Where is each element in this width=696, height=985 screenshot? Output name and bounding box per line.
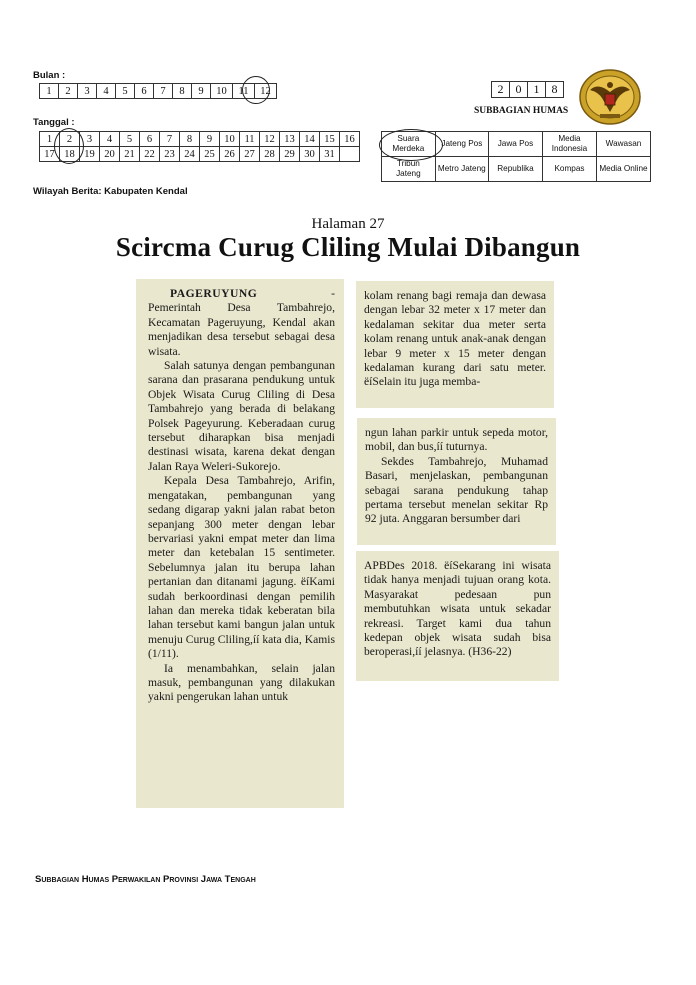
date-cell: 17 [40, 147, 60, 162]
date-cell: 12 [260, 132, 280, 147]
bulan-label: Bulan : [33, 70, 66, 81]
article-paragraph: ngun lahan parkir untuk sepeda motor, mobil, dan bus,íí tuturnya. [365, 426, 548, 454]
wilayah-berita: Wilayah Berita: Kabupaten Kendal [33, 186, 188, 197]
month-cell: 12 [255, 84, 277, 99]
date-cell: 2 [60, 132, 80, 147]
month-cell: 6 [135, 84, 154, 99]
date-cell: 16 [340, 132, 360, 147]
month-cell: 5 [116, 84, 135, 99]
media-cell: Kompas [542, 157, 596, 182]
article-paragraph: Pemerintah Desa Tambahrejo, Kecamatan Pageruyung, Kendal akan menjadikan desa tersebut sebagai desa wisata. [148, 301, 335, 358]
year-digit-cell: 0 [510, 82, 528, 98]
clipping-column-2a [356, 281, 554, 408]
month-selection-circle [242, 76, 270, 104]
date-cell: 27 [240, 147, 260, 162]
date-cell: 18 [60, 147, 80, 162]
page-number: Halaman 27 [311, 216, 385, 232]
date-cell: 25 [200, 147, 220, 162]
date-cell [340, 147, 360, 162]
date-cell: 31 [320, 147, 340, 162]
dateline-dash: - [331, 287, 335, 300]
date-cell: 23 [160, 147, 180, 162]
media-cell: Wawasan [596, 132, 650, 157]
date-cell: 7 [160, 132, 180, 147]
month-cell: 9 [192, 84, 211, 99]
garuda-emblem-icon [578, 68, 642, 126]
media-cell: Media Indonesia [542, 132, 596, 157]
month-cell: 10 [211, 84, 233, 99]
date-cell: 19 [80, 147, 100, 162]
media-cell: Metro Jateng [435, 157, 488, 182]
year-digit-cell: 2 [492, 82, 510, 98]
year-digit-cell: 1 [528, 82, 546, 98]
media-cell: Jateng Pos [435, 132, 488, 157]
article-paragraph: kolam renang bagi remaja dan dewasa dengan lebar 32 meter x 17 meter dan kedalaman sekitar dua meter serta kolam renang untuk anak-anak dengan lebar 9 meter x 15 meter dengan kedalaman kurang dari satu meter. ëíSelain itu juga memba- [364, 289, 546, 389]
date-cell: 5 [120, 132, 140, 147]
date-selection-circle [54, 128, 84, 164]
date-cell: 10 [220, 132, 240, 147]
dateline-kicker: PAGERUYUNG [170, 287, 258, 300]
article-paragraph: Sekdes Tambahrejo, Muhamad Basari, menjelaskan, pembangunan sebagai sarana pendukung tahap pertama tersebut menelan sekitar Rp 92 juta. Anggaran bersumber dari [365, 454, 548, 526]
date-cell: 6 [140, 132, 160, 147]
media-cell: Republika [488, 157, 542, 182]
media-cell: Jawa Pos [488, 132, 542, 157]
month-cell: 7 [154, 84, 173, 99]
date-cell: 13 [280, 132, 300, 147]
month-cell: 8 [173, 84, 192, 99]
clipping-column-1 [136, 279, 344, 808]
month-cell: 11 [233, 84, 255, 99]
date-cell: 9 [200, 132, 220, 147]
date-cell: 4 [100, 132, 120, 147]
date-cell: 30 [300, 147, 320, 162]
date-cell: 26 [220, 147, 240, 162]
article-paragraph: Ia menambahkan, selain jalan masuk, pembangunan yang dilakukan yakni pengerukan lahan untuk [148, 661, 335, 704]
date-cell: 22 [140, 147, 160, 162]
article-title: Scircma Curug Cliling Mulai Dibangun [115, 232, 581, 262]
month-cell: 3 [78, 84, 97, 99]
date-grid [39, 131, 360, 162]
date-cell: 21 [120, 147, 140, 162]
date-cell: 1 [40, 132, 60, 147]
month-cell: 1 [40, 84, 59, 99]
clipping-column-2c [356, 551, 559, 681]
article-paragraph: Salah satunya dengan pembangunan sarana dan prasarana pendukung untuk Objek Wisata Curug Cliling di Desa Tambahrejo yang berada di belakang Polsek Pageyurung. Keberadaan curug tersebut diharapkan bisa menjadi destinasi wisata, karena dekat dengan Jalan Raya Weleri-Sukorejo. [148, 359, 335, 473]
media-cell: Media Online [596, 157, 650, 182]
date-cell: 29 [280, 147, 300, 162]
month-cell: 2 [59, 84, 78, 99]
clipping-column-2b [357, 418, 556, 545]
year-digit-cell: 8 [546, 82, 564, 98]
article-paragraph: Kepala Desa Tambahrejo, Arifin, mengatakan, pembangunan yang sedang digarap yakni jalan rabat beton sepanjang 300 meter dengan lebar bervariasi yakni empat meter dan lima meter dan ketebalan 15 sentimeter. Sebelumnya jalan itu berupa lahan pertanian dan ditanami jagung. ëíKami sudah berkoordinasi dengan pemilih lahan dan mereka tidak keberatan bila lahan tersebut kami bangun jalan untuk menuju Curug Cliling,íí kata dia, Kamis (1/11). [148, 474, 335, 661]
article-paragraph: APBDes 2018. ëíSekarang ini wisata tidak hanya menjadi tujuan orang kota. Masyarakat pedesaan pun membutuhkan wisata untuk sekadar rekreasi. Target kami dua tahun kedepan objek wisata sudah bisa beroperasi,íí jelasnya. (H36-22) [364, 559, 551, 659]
month-cell: 4 [97, 84, 116, 99]
year-grid [491, 81, 564, 98]
media-cell: Tribun Jateng [382, 157, 436, 182]
subbagian-humas-label: SUBBAGIAN HUMAS [474, 106, 569, 116]
date-cell: 28 [260, 147, 280, 162]
date-cell: 20 [100, 147, 120, 162]
media-cell: Suara Merdeka [382, 132, 436, 157]
date-cell: 3 [80, 132, 100, 147]
date-cell: 24 [180, 147, 200, 162]
footer-text: Subbagian Humas Perwakilan Provinsi Jawa Tengah [35, 874, 256, 885]
date-cell: 11 [240, 132, 260, 147]
date-cell: 15 [320, 132, 340, 147]
date-cell: 14 [300, 132, 320, 147]
date-cell: 8 [180, 132, 200, 147]
tanggal-label: Tanggal : [33, 117, 75, 128]
media-selection-circle [379, 129, 443, 161]
